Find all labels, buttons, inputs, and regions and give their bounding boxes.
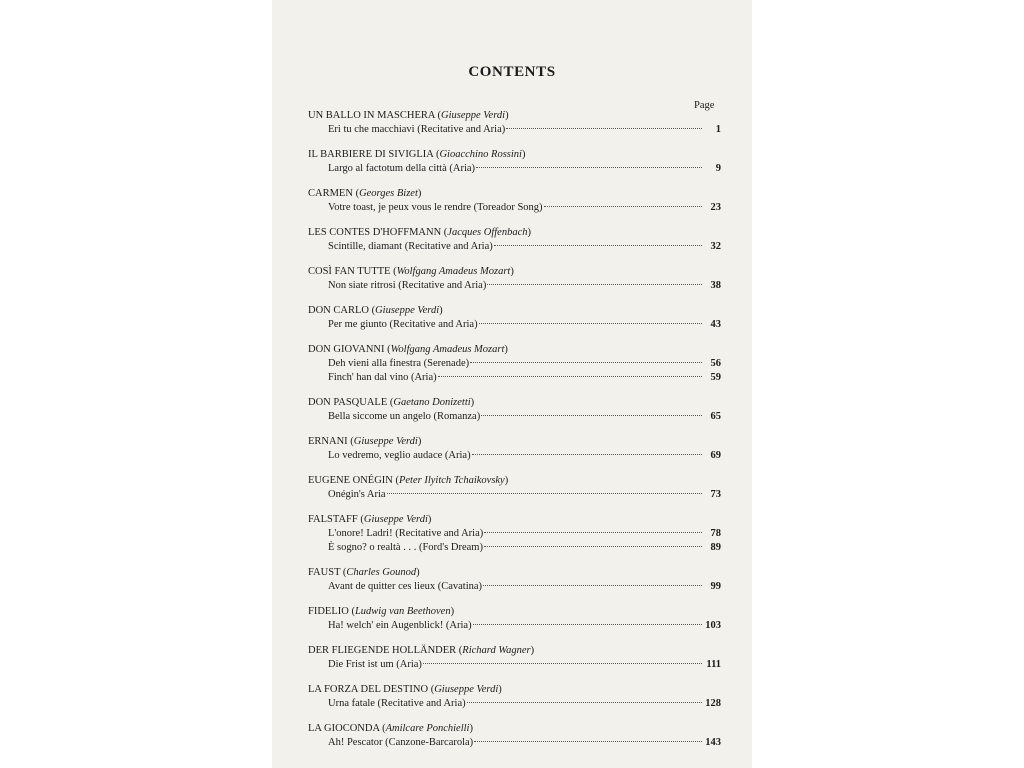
- contents-entry: [308, 474, 721, 502]
- opera-title: COSÌ FAN TUTTE: [308, 266, 391, 277]
- dot-leader: [544, 206, 702, 207]
- opera-title: FIDELIO: [308, 606, 349, 617]
- page-number: 32: [710, 241, 721, 252]
- contents-item: [308, 619, 721, 633]
- contents-item: [308, 488, 721, 502]
- contents-entry: [308, 265, 721, 293]
- contents-item: [308, 449, 721, 463]
- opera-heading: FALSTAFF (Giuseppe Verdi): [308, 514, 432, 525]
- contents-item: [308, 697, 721, 711]
- page-number: 111: [706, 659, 721, 670]
- opera-title: DER FLIEGENDE HOLLÄNDER: [308, 645, 457, 656]
- opera-title: DON CARLO: [308, 305, 369, 316]
- page-number: 128: [705, 698, 721, 709]
- composer-name: Wolfgang Amadeus Mozart: [390, 344, 505, 355]
- dot-leader: [467, 702, 702, 703]
- aria-title: L'onore! Ladri! (Recitative and Aria): [328, 528, 484, 539]
- aria-title: Lo vedremo, veglio audace (Aria): [328, 450, 471, 461]
- composer-name: Giuseppe Verdi: [363, 514, 428, 525]
- page-number: 1: [715, 124, 721, 135]
- dot-leader: [438, 376, 702, 377]
- aria-title: Urna fatale (Recitative and Aria): [328, 698, 466, 709]
- composer-name: Peter Ilyitch Tchaikovsky: [398, 475, 505, 486]
- contents-entry: [308, 722, 721, 750]
- composer-name: Ludwig van Beethoven: [354, 606, 451, 617]
- aria-title: Onégin's Aria: [328, 489, 386, 500]
- aria-title: Largo al factotum della città (Aria): [328, 163, 476, 174]
- contents-entry: [308, 683, 721, 711]
- opera-title: EUGENE ONÉGIN: [308, 475, 393, 486]
- opera-heading: DON PASQUALE (Gaetano Donizetti): [308, 397, 475, 408]
- contents-entry: [308, 396, 721, 424]
- dot-leader: [470, 362, 702, 363]
- aria-title: Eri tu che macchiavi (Recitative and Aria): [328, 124, 506, 135]
- opera-title: ERNANI: [308, 436, 348, 447]
- opera-heading: LA GIOCONDA (Amilcare Ponchielli): [308, 723, 473, 734]
- contents-item: [308, 527, 721, 541]
- page-number: 9: [715, 163, 721, 174]
- dot-leader: [481, 415, 702, 416]
- page-number: 23: [710, 202, 721, 213]
- page-number: 103: [705, 620, 721, 631]
- aria-title: Finch' han dal vino (Aria): [328, 372, 437, 383]
- contents-entry: [308, 187, 721, 215]
- composer-name: Charles Gounod: [346, 567, 417, 578]
- aria-title: È sogno? o realtà . . . (Ford's Dream): [328, 542, 483, 553]
- contents-item: [308, 658, 721, 672]
- contents-entry: [308, 109, 721, 137]
- composer-name: Giuseppe Verdi: [375, 305, 440, 316]
- contents-item: [308, 318, 721, 332]
- dot-leader: [479, 323, 702, 324]
- contents-item: [308, 371, 721, 385]
- contents-entry: [308, 435, 721, 463]
- opera-heading: IL BARBIERE DI SIVIGLIA (Gioacchino Rossini): [308, 149, 526, 160]
- opera-heading: ERNANI (Giuseppe Verdi): [308, 436, 422, 447]
- aria-title: Avant de quitter ces lieux (Cavatina): [328, 581, 483, 592]
- opera-heading: CARMEN (Georges Bizet): [308, 188, 422, 199]
- contents-item: [308, 541, 721, 555]
- page-number: 38: [710, 280, 721, 291]
- page-number: 56: [710, 358, 721, 369]
- page-number: 99: [710, 581, 721, 592]
- opera-title: LA GIOCONDA: [308, 723, 380, 734]
- page-number: 65: [710, 411, 721, 422]
- opera-title: IL BARBIERE DI SIVIGLIA: [308, 149, 434, 160]
- contents-entry: [308, 513, 721, 555]
- aria-title: Votre toast, je peux vous le rendre (Toreador Song): [328, 202, 543, 213]
- opera-heading: FIDELIO (Ludwig van Beethoven): [308, 606, 455, 617]
- opera-heading: DER FLIEGENDE HOLLÄNDER (Richard Wagner): [308, 645, 535, 656]
- opera-title: LES CONTES D'HOFFMANN: [308, 227, 442, 238]
- page-number: 59: [710, 372, 721, 383]
- page-column-header: Page: [694, 100, 715, 111]
- dot-leader: [473, 624, 702, 625]
- contents-item: [308, 240, 721, 254]
- contents-item: [308, 357, 721, 371]
- composer-name: Giuseppe Verdi: [441, 110, 506, 121]
- opera-heading: EUGENE ONÉGIN (Peter Ilyitch Tchaikovsky): [308, 475, 509, 486]
- aria-title: Ah! Pescator (Canzone-Barcarola): [328, 737, 474, 748]
- dot-leader: [472, 454, 702, 455]
- composer-name: Richard Wagner: [462, 645, 531, 656]
- contents-item: [308, 162, 721, 176]
- opera-title: DON PASQUALE: [308, 397, 388, 408]
- contents-entry: [308, 226, 721, 254]
- contents-item: [308, 736, 721, 750]
- aria-title: Scintille, diamant (Recitative and Aria): [328, 241, 493, 252]
- opera-title: UN BALLO IN MASCHERA: [308, 110, 435, 121]
- opera-heading: FAUST (Charles Gounod): [308, 567, 420, 578]
- dot-leader: [387, 493, 702, 494]
- composer-name: Wolfgang Amadeus Mozart: [396, 266, 511, 277]
- opera-heading: UN BALLO IN MASCHERA (Giuseppe Verdi): [308, 110, 509, 121]
- contents-entry: [308, 605, 721, 633]
- page-number: 78: [710, 528, 721, 539]
- opera-title: FALSTAFF: [308, 514, 358, 525]
- composer-name: Gioacchino Rossini: [439, 149, 522, 160]
- opera-heading: LA FORZA DEL DESTINO (Giuseppe Verdi): [308, 684, 502, 695]
- document-page: [272, 0, 752, 768]
- page-title: CONTENTS: [468, 64, 556, 80]
- opera-title: LA FORZA DEL DESTINO: [308, 684, 429, 695]
- composer-name: Jacques Offenbach: [447, 227, 528, 238]
- opera-heading: DON GIOVANNI (Wolfgang Amadeus Mozart): [308, 344, 508, 355]
- contents-entry: [308, 343, 721, 385]
- contents-item: [308, 201, 721, 215]
- dot-leader: [476, 167, 702, 168]
- contents-item: [308, 123, 721, 137]
- aria-title: Ha! welch' ein Augenblick! (Aria): [328, 620, 472, 631]
- composer-name: Giuseppe Verdi: [353, 436, 418, 447]
- contents-entry: [308, 644, 721, 672]
- opera-heading: DON CARLO (Giuseppe Verdi): [308, 305, 443, 316]
- page-number: 143: [705, 737, 721, 748]
- composer-name: Amilcare Ponchielli: [385, 723, 470, 734]
- composer-name: Georges Bizet: [359, 188, 418, 199]
- contents-item: [308, 410, 721, 424]
- opera-heading: COSÌ FAN TUTTE (Wolfgang Amadeus Mozart): [308, 266, 514, 277]
- dot-leader: [494, 245, 702, 246]
- contents-entry: [308, 148, 721, 176]
- dot-leader: [423, 663, 702, 664]
- aria-title: Per me giunto (Recitative and Aria): [328, 319, 478, 330]
- dot-leader: [487, 284, 702, 285]
- page-number: 69: [710, 450, 721, 461]
- page-number: 73: [710, 489, 721, 500]
- contents-item: [308, 580, 721, 594]
- opera-title: DON GIOVANNI: [308, 344, 385, 355]
- contents-list: [308, 109, 721, 761]
- opera-title: FAUST: [308, 567, 341, 578]
- dot-leader: [484, 546, 702, 547]
- page-number: 43: [710, 319, 721, 330]
- dot-leader: [474, 741, 702, 742]
- opera-title: CARMEN: [308, 188, 353, 199]
- aria-title: Die Frist ist um (Aria): [328, 659, 422, 670]
- composer-name: Gaetano Donizetti: [393, 397, 471, 408]
- aria-title: Deh vieni alla finestra (Serenade): [328, 358, 470, 369]
- dot-leader: [484, 532, 702, 533]
- page-number: 89: [710, 542, 721, 553]
- dot-leader: [483, 585, 702, 586]
- aria-title: Bella siccome un angelo (Romanza): [328, 411, 481, 422]
- composer-name: Giuseppe Verdi: [434, 684, 499, 695]
- dot-leader: [506, 128, 702, 129]
- aria-title: Non siate ritrosi (Recitative and Aria): [328, 280, 487, 291]
- contents-entry: [308, 304, 721, 332]
- opera-heading: LES CONTES D'HOFFMANN (Jacques Offenbach): [308, 227, 531, 238]
- contents-item: [308, 279, 721, 293]
- contents-entry: [308, 566, 721, 594]
